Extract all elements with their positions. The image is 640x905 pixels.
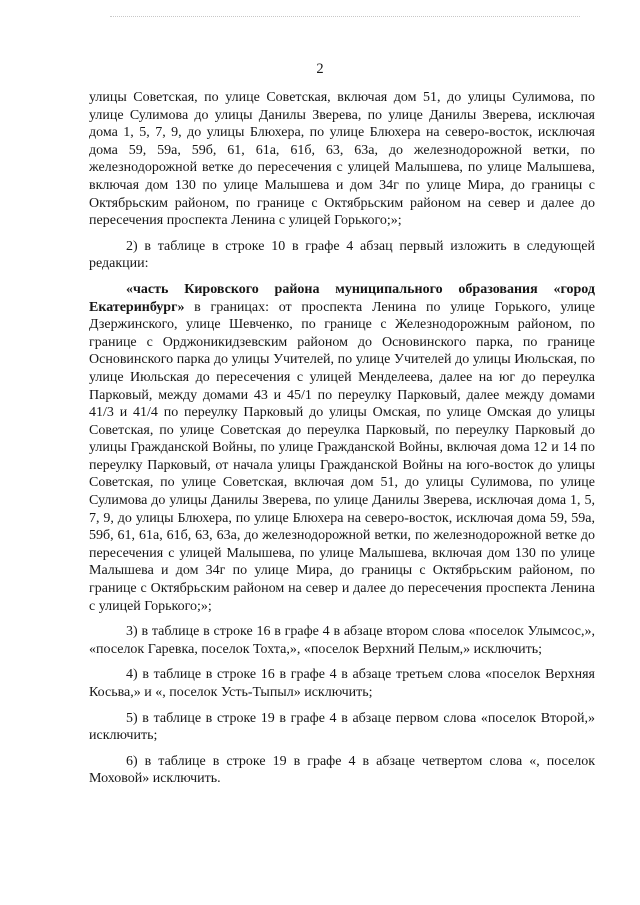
scan-artifact-line <box>110 16 580 18</box>
document-body <box>89 89 595 796</box>
page-number: 2 <box>316 61 324 77</box>
paragraph-item-5: 5) в таблице в строке 19 в графе 4 в абзаце первом слова «поселок Второй,» исключить; <box>89 710 595 744</box>
paragraph-item-6: 6) в таблице в строке 19 в графе 4 в абзаце четвертом слова «, поселок Моховой» исключить. <box>89 753 595 787</box>
paragraph-item-2: 2) в таблице в строке 10 в графе 4 абзац первый изложить в следующей редакции: <box>89 238 595 272</box>
paragraph-item-4: 4) в таблице в строке 16 в графе 4 в абзаце третьем слова «поселок Верхняя Косьва,» и «, поселок Усть-Тыпыл» исключить; <box>89 667 595 700</box>
paragraph-continuation: улицы Советская, по улице Советская, включая дом 51, до улицы Сулимова, по улице Сулимова до улицы Данилы Зверева, по улице Данилы Зверева, исключая дома 1, 5, 7, 9, до улицы Блюхера, по улице Блюхера на северо-восток, исключая дома 59, 59а, 59б, 61, 61а, 61б, 63, 63а, до железнодорожной ветки, по железнодорожной ветке до пересечения с улицей Малышева, по улице Малышева, включая дом 130 по улице Малышева и дом 34г по улице Мира, до границы с Октябрьским районом, по границе с Октябрьским районом на север и далее до пересечения проспекта Ленина с улицей Горького;»; <box>89 90 595 229</box>
paragraph-item-3: 3) в таблице в строке 16 в графе 4 в абзаце втором слова «поселок Улымсос,», «поселок Гаревка, поселок Тохта,», «поселок Верхний Пелым,» исключить; <box>89 624 595 657</box>
bold-heading-text: «часть Кировского района муниципального образования «город Екатеринбург» <box>89 281 595 315</box>
paragraph-new-wording <box>89 281 595 615</box>
paragraph-body-text: в границах: от проспекта Ленина по улице Горького, улице Дзержинского, улице Шевченко, по границе с Железнодорожным районом, по границе с Орджоникидзевским районом до Основинского парка, по границе Основинского парка до улицы Учителей, по улице Учителей до улицы Июльская, по улице Июльская до пересечения с улицей Менделеева, далее на юг до переулка Парковый, между домами 43 и 45/1 по переулку Парковый, далее между домами 41/3 и 41/4 по переулку Парковый до улицы Омская, по улице Омская до улицы Советская, по улице Советская до переулка Парковый, по переулку Парковый до улицы Гражданской Войны, по улице Гражданской Войны, включая дома 12 и 14 по переулку Парковый, от начала улицы Гражданской Войны на юго-восток до улицы Советская, по улице Советская, включая дом 51, до улицы Сулимова, по улице Сулимова до улицы Данилы Зверева, по улице Данилы Зверева, исключая дома 1, 5, 7, 9, до улицы Блюхера, по улице Блюхера на северо-восток, исключая дома 59, 59а, 59б, 61, 61а, 61б, 63, 63а, до железнодорожной ветки, по железнодорожной ветке до пересечения с улицей Малышева, по улице Малышева, включая дом 130 по улице Малышева и дом 34г по улице Мира, до границы с Октябрьским районом, по границе с Октябрьским районом на север и далее до пересечения проспекта Ленина с улицей Горького;»; <box>89 299 595 614</box>
